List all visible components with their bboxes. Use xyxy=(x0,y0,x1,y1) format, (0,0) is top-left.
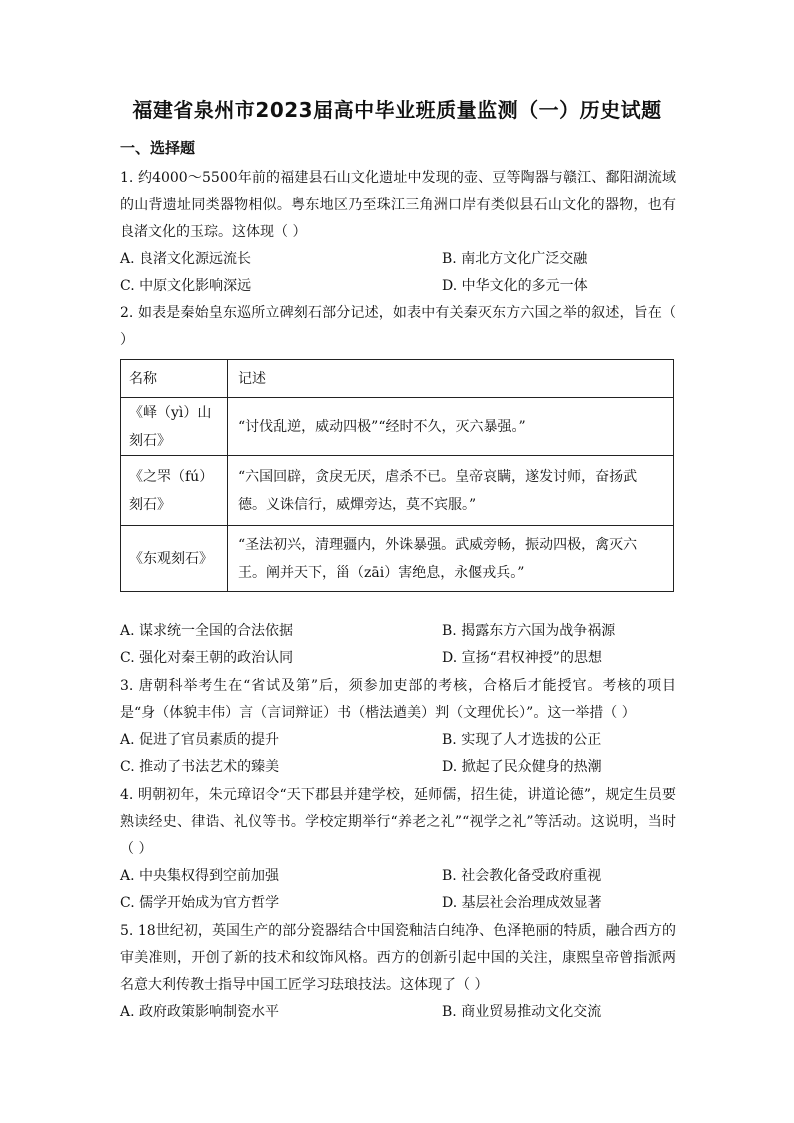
question-2-option-c[interactable]: C. 强化对秦王朝的政治认同 xyxy=(120,650,294,666)
question-2-option-d[interactable]: D. 宣扬“君权神授”的思想 xyxy=(442,650,602,666)
question-1-option-d[interactable]: D. 中华文化的多元一体 xyxy=(442,278,588,294)
question-4-option-b[interactable]: B. 社会教化备受政府重视 xyxy=(442,868,602,884)
table-header-name: 名称 xyxy=(121,360,228,398)
question-1-option-a[interactable]: A. 良渚文化源远流长 xyxy=(120,251,252,267)
table-cell-record: “讨伐乱逆，威动四极”“经时不久，灭六暴强。” xyxy=(228,398,674,456)
question-2-options xyxy=(120,618,676,672)
question-1-options xyxy=(120,246,676,300)
section-heading: 一、选择题 xyxy=(120,139,196,157)
table-cell-record: “圣法初兴，清理疆内，外诛暴强。武威旁畅，振动四极，禽灭六王。阐并天下，甾（zāi）害绝息，永偃戎兵。” xyxy=(228,526,674,592)
question-3-option-b[interactable]: B. 实现了人才选拔的公正 xyxy=(442,732,602,748)
inscription-table xyxy=(120,359,674,592)
table-cell-record: “六国回辟，贪戾无厌，虐杀不已。皇帝哀瞒，遂发讨师，奋扬武德。义诛信行，威燀旁达，莫不宾服。” xyxy=(228,456,674,526)
question-1-text: 1. 约4000～5500年前的福建县石山文化遗址中发现的壶、豆等陶器与赣江、鄱阳湖流域的山背遗址同类器物相似。粤东地区乃至珠江三角洲口岸有类似县石山文化的器物，也有良渚文化的玉琮。这体现（ ） xyxy=(120,170,676,240)
question-4-option-d[interactable]: D. 基层社会治理成效显著 xyxy=(442,895,602,911)
table-row xyxy=(121,398,674,456)
question-3-text: 3. 唐朝科举考生在“省试及第”后，须参加吏部的考核，合格后才能授官。考核的项目是“身（体貌丰伟）言（言词辩证）书（楷法遒美）判（文理优长）”。这一举措（ ） xyxy=(120,678,676,721)
question-3-options xyxy=(120,727,676,781)
question-2-option-a[interactable]: A. 谋求统一全国的合法依据 xyxy=(120,623,294,639)
question-2-option-b[interactable]: B. 揭露东方六国为战争祸源 xyxy=(442,623,616,639)
question-4-option-c[interactable]: C. 儒学开始成为官方哲学 xyxy=(120,895,280,911)
document-title: 福建省泉州市2023届高中毕业班质量监测（一）历史试题 xyxy=(132,98,662,122)
question-3-option-c[interactable]: C. 推动了书法艺术的臻美 xyxy=(120,759,280,775)
table-row xyxy=(121,526,674,592)
question-1-option-c[interactable]: C. 中原文化影响深远 xyxy=(120,278,252,294)
table-header-record: 记述 xyxy=(228,360,674,398)
question-5-option-b[interactable]: B. 商业贸易推动文化交流 xyxy=(442,1004,602,1020)
question-4-options xyxy=(120,863,676,917)
question-5-options xyxy=(120,999,676,1026)
question-5-option-a[interactable]: A. 政府政策影响制瓷水平 xyxy=(120,1004,280,1020)
question-4-option-a[interactable]: A. 中央集权得到空前加强 xyxy=(120,868,280,884)
question-4-text: 4. 明朝初年，朱元璋诏令“天下郡县并建学校，延师儒，招生徒，讲道论德”，规定生员要熟读经史、律诰、礼仪等书。学校定期举行“养老之礼”“视学之礼”等活动。这说明，当时（ ） xyxy=(120,787,676,857)
table-row xyxy=(121,456,674,526)
table-cell-name: 《之罘（fú）刻石》 xyxy=(121,456,228,526)
question-1-option-b[interactable]: B. 南北方文化广泛交融 xyxy=(442,251,588,267)
question-2-text: 2. 如表是秦始皇东巡所立碑刻石部分记述，如表中有关秦灭东方六国之举的叙述，旨在（ ） xyxy=(120,305,676,348)
table-header-row xyxy=(121,360,674,398)
table-cell-name: 《东观刻石》 xyxy=(121,526,228,592)
question-3-option-a[interactable]: A. 促进了官员素质的提升 xyxy=(120,732,280,748)
table-cell-name: 《峄（yì）山刻石》 xyxy=(121,398,228,456)
question-3-option-d[interactable]: D. 掀起了民众健身的热潮 xyxy=(442,759,602,775)
question-5-text: 5. 18世纪初，英国生产的部分瓷器结合中国瓷釉洁白纯净、色泽艳丽的特质，融合西方的审美准则，开创了新的技术和纹饰风格。西方的创新引起中国的关注，康熙皇帝曾指派两名意大利传教士指导中国工匠学习珐琅技法。这体现了（ ） xyxy=(120,923,676,993)
